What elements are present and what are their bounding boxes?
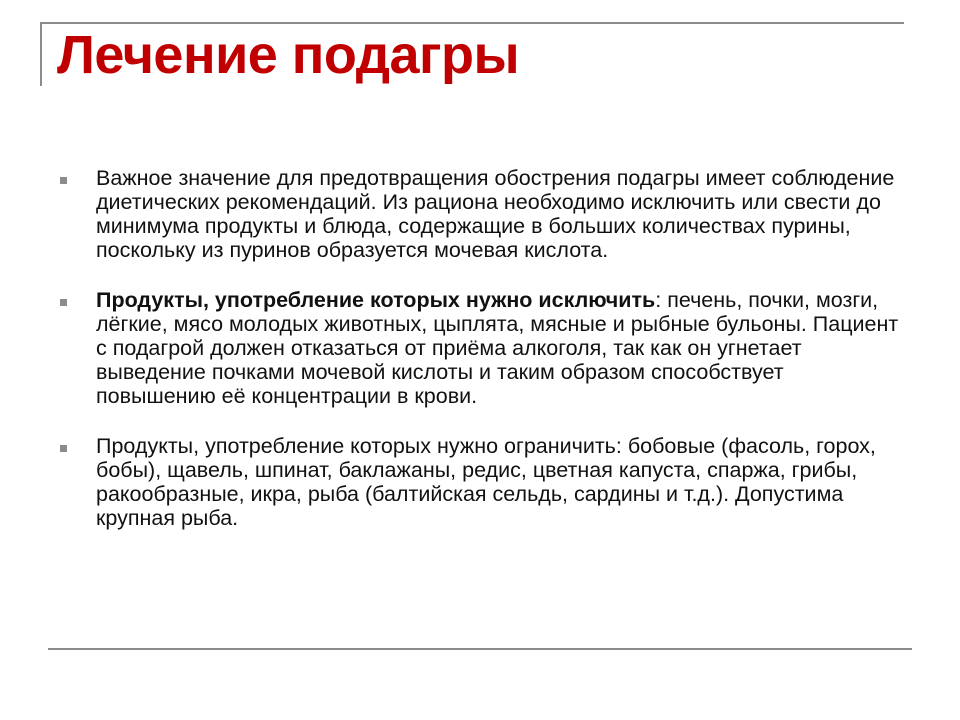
bullet-text-2: [96, 288, 908, 408]
bullet-item-3: [58, 434, 908, 530]
bullet-text-1: [96, 166, 908, 262]
bullet-body-2: : печень, почки, мозги, лёгкие, мясо молодых животных, цыплята, мясные и рыбные бульоны. Пациент с подагрой должен отказаться от приёма алкоголя, так как он угнетает выведение почками мочевой кислоты и таким образом способствует повышению её концентрации в крови.: [96, 288, 899, 408]
square-bullet-icon: [60, 445, 67, 452]
bullet-list: [58, 166, 908, 556]
bullet-body-1: Важное значение для предотвращения обострения подагры имеет соблюдение диетических рекомендаций. Из рациона необходимо исключить или свести до минимума продукты и блюда, содержащие в больших количествах пурины, поскольку из пуринов образуется мочевая кислота.: [96, 166, 895, 262]
frame-top-line: [40, 22, 904, 24]
square-bullet-icon: [60, 177, 67, 184]
bullet-lead-2: Продукты, употребление которых нужно исключить: [96, 288, 656, 312]
frame-bottom-line: [48, 648, 912, 650]
slide-title: Лечение подагры: [57, 25, 520, 85]
bullet-body-3: Продукты, употребление которых нужно ограничить: бобовые (фасоль, горох, бобы), щавель, шпинат, баклажаны, редис, цветная капуста, спаржа, грибы, ракообразные, икра, рыба (балтийская сельдь, сардины и т.д.). Допустима крупная рыба.: [96, 434, 876, 530]
square-bullet-icon: [60, 299, 67, 306]
frame-left-line: [40, 22, 42, 86]
bullet-item-1: [58, 166, 908, 262]
bullet-item-2: [58, 288, 908, 408]
bullet-text-3: [96, 434, 908, 530]
